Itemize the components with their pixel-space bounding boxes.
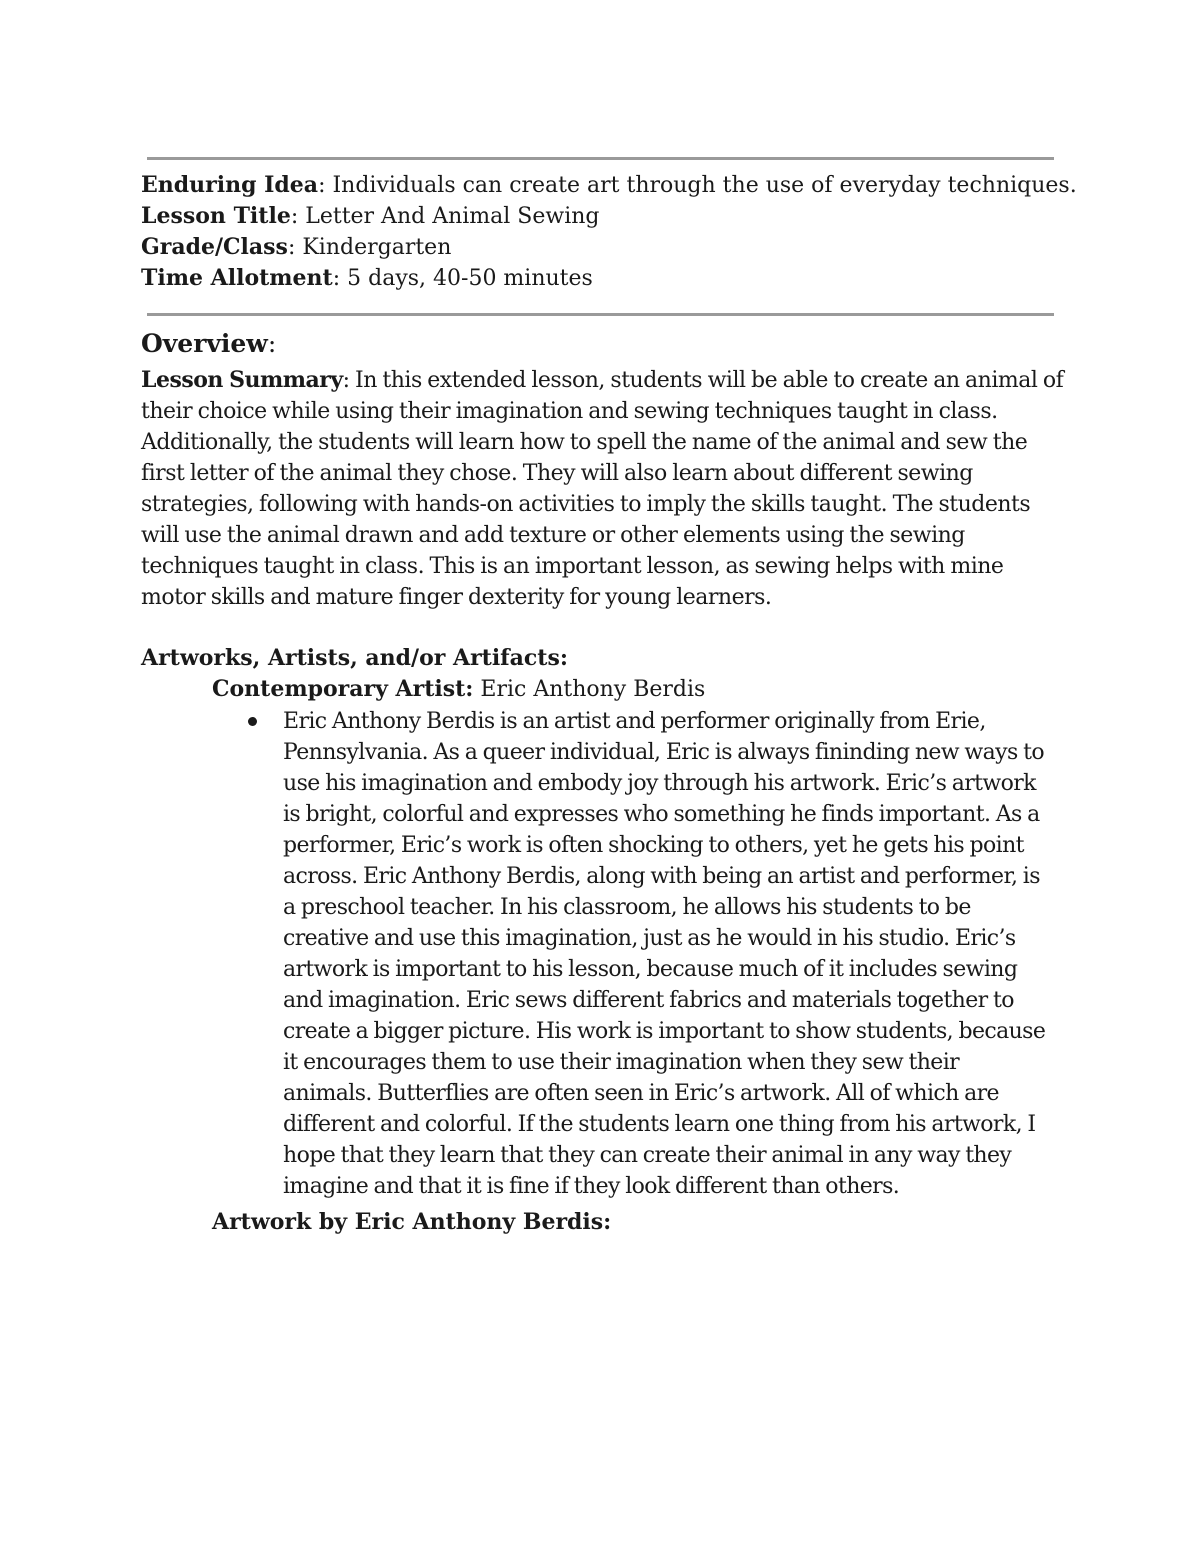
lesson-title-value: : Letter And Animal Sewing bbox=[290, 204, 600, 229]
grade-class-value: : Kindergarten bbox=[287, 235, 452, 260]
summary-line: techniques taught in class. This is an important lesson, as sewing helps with mine bbox=[141, 554, 1004, 579]
lesson-header bbox=[141, 170, 1077, 294]
overview-heading-text: Overview bbox=[141, 329, 268, 358]
description-line: and imagination. Eric sews different fabrics and materials together to bbox=[283, 988, 1014, 1013]
summary-line: their choice while using their imagination and sewing techniques taught in class. bbox=[141, 399, 998, 424]
summary-line: motor skills and mature finger dexterity for young learners. bbox=[141, 585, 772, 610]
time-allotment-label: Time Allotment bbox=[141, 265, 333, 291]
contemporary-artist-value: Eric Anthony Berdis bbox=[473, 677, 706, 702]
artwork-by-heading: Artwork by Eric Anthony Berdis: bbox=[212, 1209, 612, 1235]
description-line: Eric Anthony Berdis is an artist and performer originally from Erie, bbox=[283, 709, 986, 734]
grade-class-label: Grade/Class bbox=[141, 234, 288, 260]
top-divider bbox=[147, 157, 1054, 160]
enduring-idea-line bbox=[141, 170, 1077, 201]
summary-line: strategies, following with hands-on activities to imply the skills taught. The students bbox=[141, 492, 1031, 517]
summary-line-text: : In this extended lesson, students will be able to create an animal of bbox=[342, 368, 1064, 393]
grade-class-line bbox=[141, 232, 1061, 263]
description-line: different and colorful. If the students learn one thing from his artwork, I bbox=[283, 1112, 1036, 1137]
time-allotment-line bbox=[141, 263, 1061, 294]
summary-line: will use the animal drawn and add texture or other elements using the sewing bbox=[141, 523, 965, 548]
description-line: is bright, colorful and expresses who something he finds important. As a bbox=[283, 802, 1040, 827]
contemporary-artist-line bbox=[212, 674, 705, 705]
summary-line bbox=[141, 365, 1071, 396]
description-line: imagine and that it is fine if they look different than others. bbox=[283, 1174, 900, 1199]
lesson-summary bbox=[141, 365, 1071, 613]
description-line: animals. Butterflies are often seen in Eric’s artwork. All of which are bbox=[283, 1081, 999, 1106]
lesson-title-line bbox=[141, 201, 1061, 232]
enduring-idea-label: Enduring Idea bbox=[141, 172, 319, 198]
enduring-idea-value: : Individuals can create art through the use of everyday techniques. bbox=[318, 173, 1077, 198]
artworks-heading: Artworks, Artists, and/or Artifacts: bbox=[141, 645, 568, 671]
description-line: use his imagination and embody joy through his artwork. Eric’s artwork bbox=[283, 771, 1036, 796]
contemporary-artist-label: Contemporary Artist: bbox=[212, 676, 474, 702]
description-line: it encourages them to use their imagination when they sew their bbox=[283, 1050, 960, 1075]
description-line: creative and use this imagination, just as he would in his studio. Eric’s bbox=[283, 926, 1016, 951]
lesson-title-label: Lesson Title bbox=[141, 203, 291, 229]
summary-line: Additionally, the students will learn how to spell the name of the animal and sew the bbox=[141, 430, 1028, 455]
bullet-icon bbox=[248, 717, 257, 726]
description-line: Pennsylvania. As a queer individual, Eric is always fininding new ways to bbox=[283, 740, 1044, 765]
description-line: across. Eric Anthony Berdis, along with being an artist and performer, is bbox=[283, 864, 1040, 889]
description-line: a preschool teacher. In his classroom, he allows his students to be bbox=[283, 895, 971, 920]
description-line: performer, Eric’s work is often shocking to others, yet he gets his point bbox=[283, 833, 1024, 858]
description-line: artwork is important to his lesson, because much of it includes sewing bbox=[283, 957, 1018, 982]
section-divider bbox=[147, 313, 1054, 316]
lesson-summary-label: Lesson Summary bbox=[141, 367, 343, 393]
summary-line: first letter of the animal they chose. They will also learn about different sewing bbox=[141, 461, 973, 486]
description-line: create a bigger picture. His work is important to show students, because bbox=[283, 1019, 1046, 1044]
artist-description bbox=[283, 706, 1073, 1202]
time-allotment-value: : 5 days, 40-50 minutes bbox=[332, 266, 593, 291]
overview-heading-colon: : bbox=[267, 329, 277, 358]
overview-heading bbox=[141, 328, 276, 360]
description-line: hope that they learn that they can create their animal in any way they bbox=[283, 1143, 1012, 1168]
